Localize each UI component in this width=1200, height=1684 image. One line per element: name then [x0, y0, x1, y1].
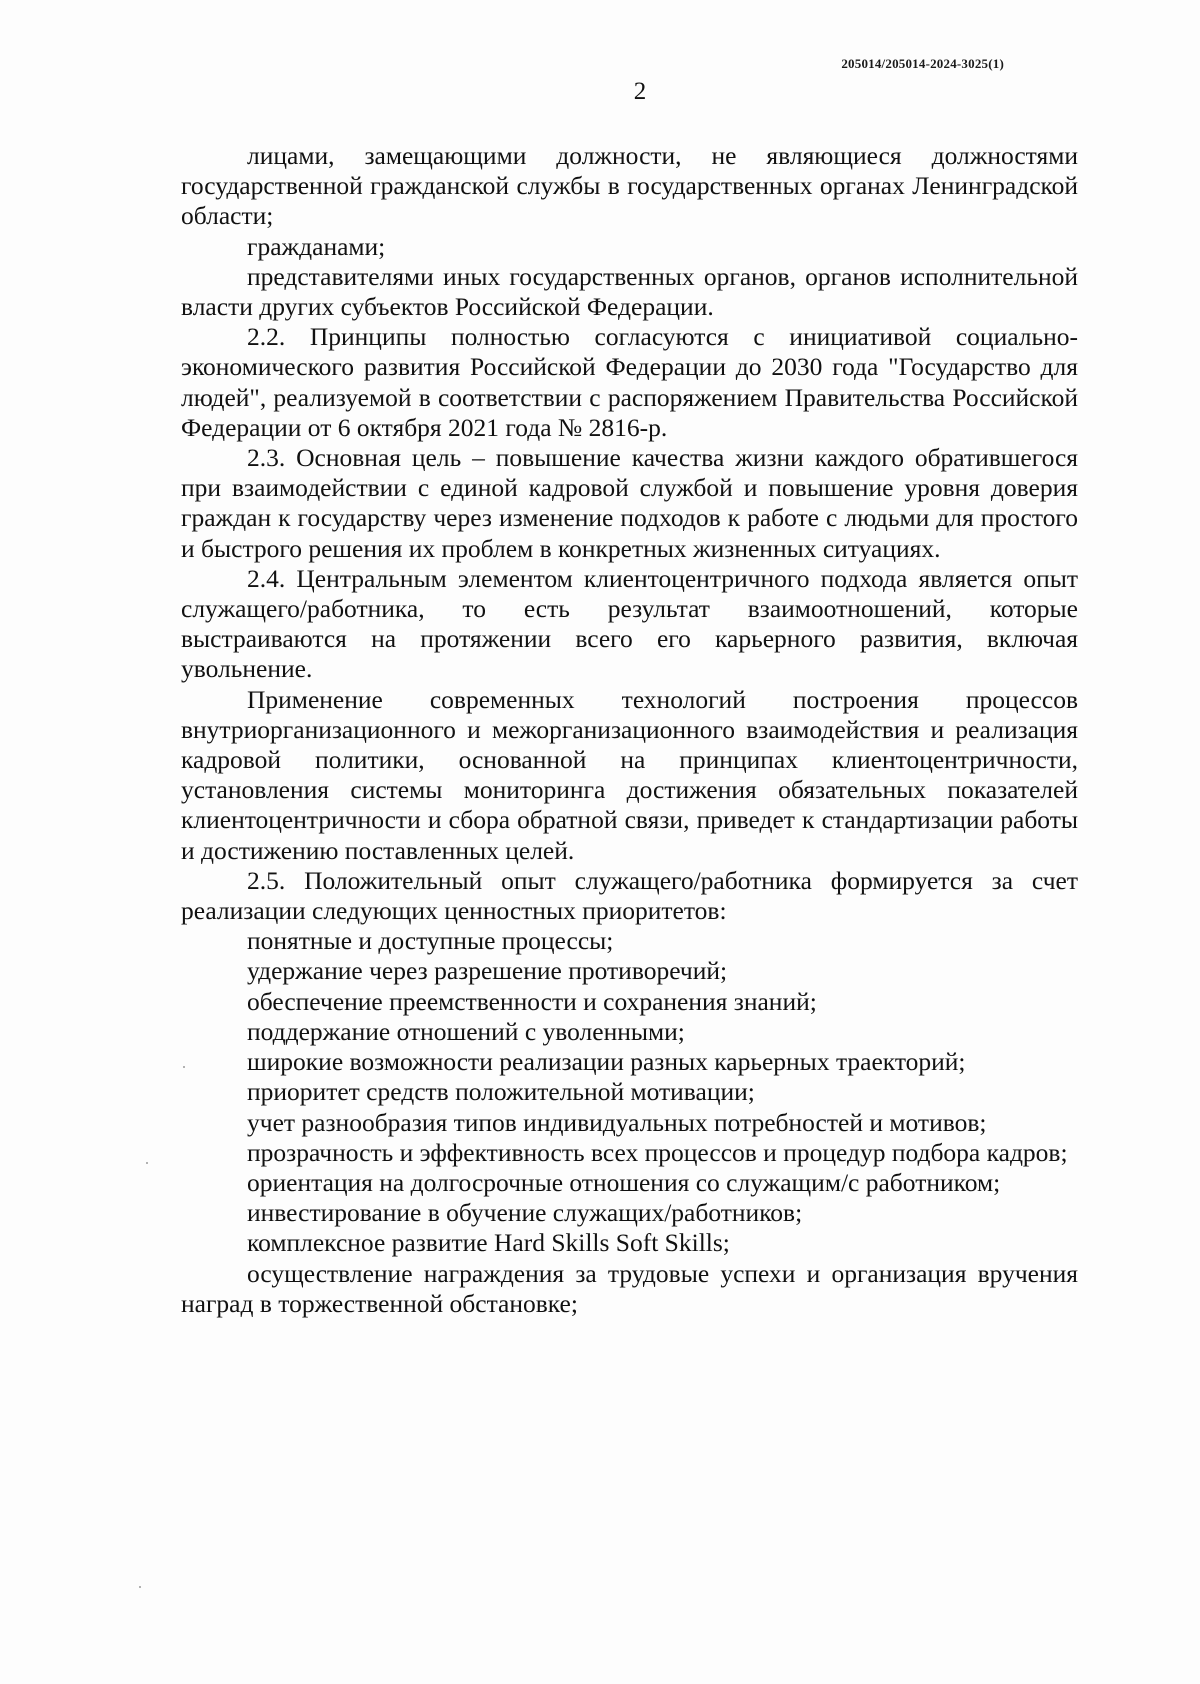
list-item: удержание через разрешение противоречий;: [247, 956, 728, 986]
list-item: инвестирование в обучение служащих/работников;: [247, 1198, 803, 1228]
paragraph-2-5: 2.5. Положительный опыт служащего/работника формируется за счет реализации следующих ценностных приоритетов:: [181, 865, 1078, 926]
paragraph-2-2: 2.2. Принципы полностью согласуются с инициативой социально-экономического развития Российской Федерации до 2030 года "Государство для людей", реализуемой в соответствии с распоряжением Правительства Российской Федерации от 6 октября 2021 года № 2816-р.: [181, 322, 1078, 442]
list-item: широкие возможности реализации разных карьерных траекторий;: [247, 1047, 966, 1077]
list-item: ориентация на долгосрочные отношения со служащим/с работником;: [247, 1167, 1001, 1197]
paragraph-citizens: гражданами;: [247, 231, 386, 261]
document-body: [181, 141, 1078, 1319]
list-item: поддержание отношений с уволенными;: [247, 1016, 685, 1046]
scan-speck: [146, 1162, 148, 1164]
paragraph-2-4: 2.4. Центральным элементом клиентоцентричного подхода является опыт служащего/работника, то есть результат взаимоотношений, которые выстраиваются на протяжении всего его карьерного развития, включая увольнение.: [181, 563, 1078, 684]
paragraph-technologies: Применение современных технологий построения процессов внутриорганизационного и межорганизационного взаимодействия и реализация кадровой политики, основанной на принципах клиентоцентричности, установления системы мониторинга достижения обязательных показателей клиентоцентричности и сбора обратной связи, приведет к стандартизации работы и достижению поставленных целей.: [181, 684, 1078, 865]
list-item: осуществление награждения за трудовые успехи и организация вручения наград в торжественной обстановке;: [181, 1258, 1078, 1318]
list-item: комплексное развитие Hard Skills Soft Skills;: [247, 1228, 730, 1258]
list-item: понятные и доступные процессы;: [247, 926, 614, 956]
paragraph-officials: лицами, замещающими должности, не являющиеся должностями государственной гражданской службы в государственных органах Ленинградской области;: [181, 141, 1078, 231]
document-registration-number: 205014/205014-2024-3025(1): [841, 56, 1004, 71]
page-number: 2: [633, 78, 647, 105]
scan-speck: [139, 1586, 141, 1588]
list-item: учет разнообразия типов индивидуальных потребностей и мотивов;: [247, 1107, 987, 1137]
list-item: обеспечение преемственности и сохранения знаний;: [247, 986, 817, 1016]
paragraph-2-3: 2.3. Основная цель – повышение качества жизни каждого обратившегося при взаимодействии с единой кадровой службой и повышение уровня доверия граждан к государству через изменение подходов к работе с людьми для простого и быстрого решения их проблем в конкретных жизненных ситуациях.: [181, 443, 1078, 563]
list-item: прозрачность и эффективность всех процессов и процедур подбора кадров;: [247, 1137, 1068, 1167]
list-item: приоритет средств положительной мотивации;: [247, 1077, 755, 1107]
paragraph-representatives: представителями иных государственных органов, органов исполнительной власти других субъектов Российской Федерации.: [181, 261, 1078, 322]
scan-speck: [183, 1066, 185, 1068]
